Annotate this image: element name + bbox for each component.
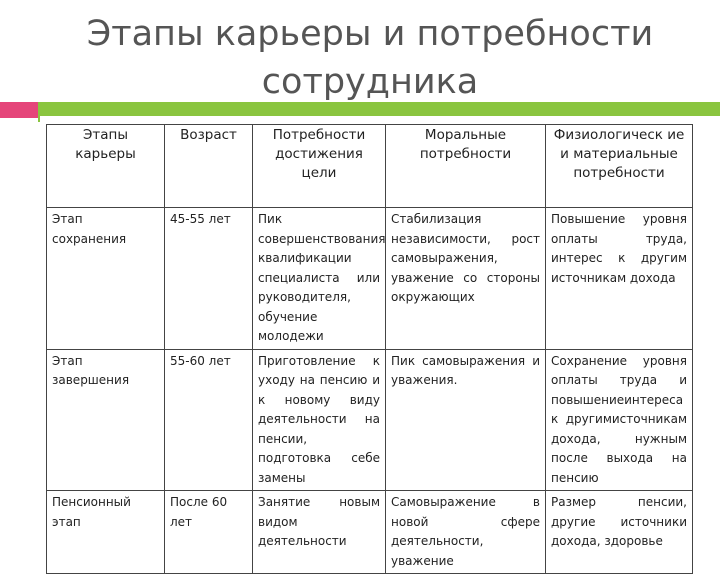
cell-moral: Стабилизация независимости, рост самовыражения, уважение со стороны окружающих: [386, 208, 546, 350]
table-row: [47, 491, 693, 574]
header-achievement-needs: Потребности достижения цели: [253, 125, 386, 208]
header-stage: Этапы карьеры: [47, 125, 165, 208]
cell-achievement: Пик совершенствования квалификации специалиста или руководителя, обучение молодежи: [253, 208, 386, 350]
cell-stage: Этап сохранения: [47, 208, 165, 350]
career-needs-table: [46, 124, 693, 574]
slide-title: Этапы карьеры и потребности сотрудника: [86, 14, 654, 102]
cell-material: Повышение уровня оплаты труда, интерес к другим источникам дохода: [546, 208, 693, 350]
cell-age: 45-55 лет: [165, 208, 253, 350]
cell-stage: Пенсионный этап: [47, 491, 165, 574]
cell-stage: Этап завершения: [47, 349, 165, 491]
cell-age: После 60 лет: [165, 491, 253, 574]
cell-material: Сохранение уровня оплаты труда и повышениеинтереса к другимисточникам дохода, нужным после выхода на пенсию: [546, 349, 693, 491]
header-age: Возраст: [165, 125, 253, 208]
header-material-needs: Физиологическ ие и материальные потребности: [546, 125, 693, 208]
accent-bar-pink: [0, 102, 40, 118]
cell-material: Размер пенсии, другие источники дохода, здоровье: [546, 491, 693, 574]
table-header-row: [47, 125, 693, 208]
header-moral-needs: Моральные потребности: [386, 125, 546, 208]
table-row: [47, 208, 693, 350]
cell-moral: Самовыражение в новой сфере деятельности, уважение: [386, 491, 546, 574]
cell-achievement: Занятие новым видом деятельности: [253, 491, 386, 574]
cell-age: 55-60 лет: [165, 349, 253, 491]
table-row: [47, 349, 693, 491]
accent-bar-green: [40, 102, 720, 116]
cell-moral: Пик самовыражения и уважения.: [386, 349, 546, 491]
cell-achievement: Приготовление к уходу на пенсию и к новому виду деятельности на пенсии, подготовка себе замены: [253, 349, 386, 491]
